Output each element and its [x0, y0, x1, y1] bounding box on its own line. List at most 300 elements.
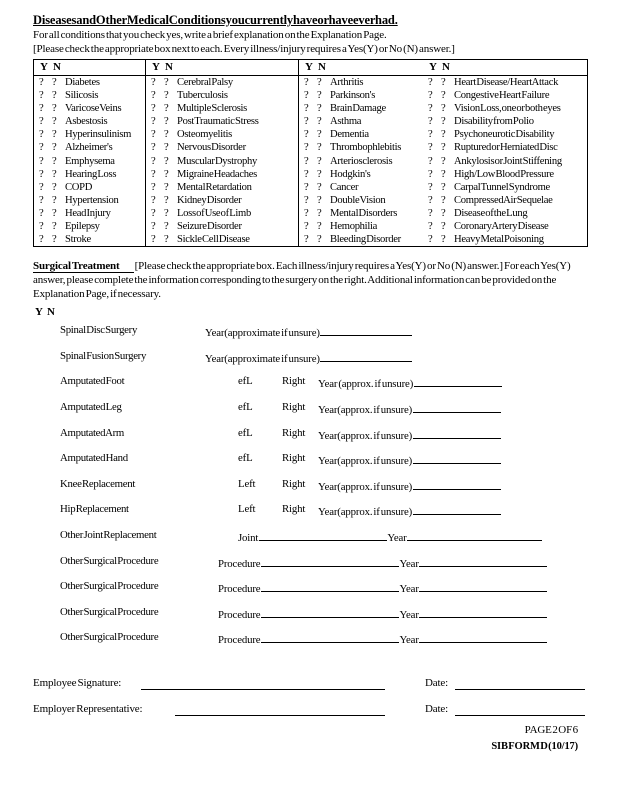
checkbox-yes[interactable]: ? [151, 77, 156, 88]
surgery-row [33, 500, 588, 526]
condition-label: Hemophilia [330, 221, 378, 233]
conditions-column-3-4 [299, 60, 587, 246]
checkbox-yes[interactable]: ? [428, 129, 433, 141]
checkbox-yes[interactable]: ? [304, 77, 309, 88]
condition-label: Thrombophlebitis [330, 142, 402, 154]
checkbox-yes[interactable]: ? [428, 103, 433, 115]
checkbox-yes[interactable]: ? [428, 90, 433, 102]
condition-row [299, 155, 423, 168]
surgery-name: Amputated Leg [60, 401, 122, 413]
checkbox-yes[interactable]: ? [304, 129, 309, 141]
checkbox-no[interactable]: ? [441, 168, 446, 180]
checkbox-no[interactable]: ? [441, 90, 446, 102]
checkbox-yes[interactable]: ? [39, 234, 44, 246]
condition-label: Arthritis [330, 77, 364, 88]
left-option[interactable]: efL [238, 375, 253, 388]
surgery-row [33, 372, 588, 398]
checkbox-no[interactable]: ? [164, 103, 169, 115]
conditions-column-1 [34, 60, 146, 246]
checkbox-no[interactable]: ? [441, 142, 446, 154]
checkbox-yes[interactable]: ? [39, 77, 44, 88]
condition-row [34, 141, 145, 154]
checkbox-no[interactable]: ? [164, 168, 169, 180]
condition-row [34, 233, 145, 246]
checkbox-no[interactable]: ? [317, 142, 322, 154]
year-label: Year(approx. if unsure) [318, 429, 414, 442]
condition-row [34, 128, 145, 141]
condition-row [34, 168, 145, 181]
condition-row [299, 76, 423, 89]
checkbox-no[interactable]: ? [164, 207, 169, 219]
condition-row [146, 220, 298, 233]
condition-row [423, 220, 587, 233]
checkbox-yes[interactable]: ? [428, 207, 433, 219]
checkbox-no[interactable]: ? [52, 103, 57, 115]
conditions-column-2 [146, 60, 299, 246]
employer-representative-label: Employer Representative: [33, 702, 143, 715]
checkbox-no[interactable]: ? [317, 181, 322, 193]
checkbox-yes[interactable]: ? [428, 77, 433, 88]
checkbox-yes[interactable]: ? [428, 116, 433, 128]
form-id: SIB FORM D (10/17) [491, 741, 578, 752]
checkbox-no[interactable]: ? [441, 194, 446, 206]
surgery-row [33, 577, 588, 603]
checkbox-yes[interactable]: ? [39, 181, 44, 193]
employer-representative-field[interactable] [175, 703, 385, 716]
condition-label: Muscular Dystrophy [177, 155, 257, 167]
condition-row [34, 155, 145, 168]
condition-label: Ankylosis or Joint Stiffening [454, 155, 562, 167]
surgery-row [33, 449, 588, 475]
condition-label: Stroke [65, 234, 91, 246]
checkbox-yes[interactable]: ? [39, 194, 44, 206]
employer-date-field[interactable] [455, 703, 585, 716]
checkbox-yes[interactable]: ? [304, 142, 309, 154]
signature-section [33, 674, 588, 726]
surgery-name: Spinal Disc Surgery [60, 324, 138, 337]
condition-label: Multiple Sclerosis [177, 103, 247, 115]
left-option[interactable]: efL [238, 401, 253, 413]
condition-row [423, 128, 587, 141]
surgery-name: Other Surgical Procedure [60, 605, 159, 618]
joint-field[interactable] [259, 529, 387, 541]
checkbox-yes[interactable]: ? [428, 168, 433, 180]
condition-row [146, 76, 298, 89]
checkbox-yes[interactable]: ? [39, 221, 44, 233]
condition-label: Brain Damage [330, 103, 386, 115]
condition-label: Double Vision [330, 194, 386, 206]
condition-label: Bleeding Disorder [330, 234, 401, 246]
right-option[interactable]: Right [282, 477, 306, 490]
checkbox-no[interactable]: ? [164, 116, 169, 128]
checkbox-no[interactable]: ? [441, 234, 446, 246]
procedure-field[interactable] [261, 555, 399, 567]
checkbox-no[interactable]: ? [317, 77, 322, 88]
checkbox-no[interactable]: ? [164, 221, 169, 233]
condition-row [423, 207, 587, 220]
condition-label: Nervous Disorder [177, 142, 246, 154]
condition-label: COPD [65, 181, 93, 193]
surgical-treatment-paragraph [33, 259, 587, 301]
year-field-group [318, 401, 501, 416]
condition-label: Migraine Headaches [177, 168, 257, 180]
condition-label: Hypertension [65, 194, 119, 206]
checkbox-no[interactable]: ? [317, 194, 322, 206]
year-label: Year(approx. if unsure) [318, 480, 414, 493]
checkbox-yes[interactable]: ? [151, 116, 156, 128]
checkbox-no[interactable]: ? [52, 194, 57, 206]
year-field-group [205, 350, 412, 365]
checkbox-yes[interactable]: ? [151, 103, 156, 115]
condition-row [423, 181, 587, 194]
checkbox-no[interactable]: ? [52, 207, 57, 219]
surgery-name: Spinal Fusion Surgery [60, 349, 147, 362]
procedure-label: Procedure [218, 608, 262, 621]
condition-row [299, 220, 423, 233]
condition-row [299, 89, 423, 102]
checkbox-no[interactable]: ? [52, 155, 57, 167]
right-option[interactable]: Right [282, 401, 306, 413]
year-label: Year(approximate if unsure) [205, 352, 320, 365]
checkbox-no[interactable]: ? [164, 142, 169, 154]
condition-label: Carpal Tunnel Syndrome [454, 181, 550, 193]
year-field[interactable] [419, 631, 547, 643]
date-label: Date: [425, 702, 449, 715]
checkbox-no[interactable]: ? [317, 221, 322, 233]
employee-date-field[interactable] [455, 677, 585, 690]
checkbox-no[interactable]: ? [317, 129, 322, 141]
condition-row [146, 102, 298, 115]
right-option[interactable]: Right [282, 426, 306, 439]
checkbox-no[interactable]: ? [164, 129, 169, 141]
condition-row [34, 76, 145, 89]
procedure-label: Procedure [218, 557, 262, 570]
checkbox-yes[interactable]: ? [151, 129, 156, 141]
procedure-label: Procedure [218, 634, 262, 647]
year-field[interactable] [413, 503, 501, 515]
surgery-row [33, 526, 588, 552]
checkbox-no[interactable]: ? [317, 168, 322, 180]
yn-header: Y N [146, 60, 298, 76]
condition-label: Asbestosis [65, 116, 108, 128]
year-label: Year [399, 634, 419, 647]
year-field-group [318, 478, 501, 493]
checkbox-yes[interactable]: ? [428, 155, 433, 167]
condition-label: Heavy Metal Poisoning [454, 234, 544, 246]
checkbox-no[interactable]: ? [317, 234, 322, 246]
year-label: Year [399, 583, 419, 596]
checkbox-yes[interactable]: ? [428, 234, 433, 246]
surgery-row [33, 603, 588, 629]
condition-row [146, 181, 298, 194]
condition-label: Disability from Polio [454, 116, 534, 128]
year-field-group [318, 452, 501, 467]
checkbox-yes[interactable]: ? [151, 142, 156, 154]
condition-label: Arteriosclerosis [330, 155, 393, 167]
condition-label: Cerebral Palsy [177, 77, 233, 88]
condition-label: High/Low Blood Pressure [454, 168, 554, 180]
surgery-name: Other Joint Replacement [60, 528, 157, 541]
condition-row [34, 194, 145, 207]
condition-label: Varicose Veins [65, 103, 122, 115]
checkbox-no[interactable]: ? [441, 221, 446, 233]
joint-field-group [238, 529, 542, 544]
condition-row [146, 194, 298, 207]
checkbox-no[interactable]: ? [52, 90, 57, 102]
condition-label: Asthma [330, 116, 362, 128]
checkbox-no[interactable]: ? [52, 129, 57, 141]
condition-label: Mental Disorders [330, 207, 398, 219]
checkbox-no[interactable]: ? [164, 234, 169, 246]
checkbox-yes[interactable]: ? [151, 155, 156, 167]
condition-label: Dementia [330, 129, 369, 141]
condition-label: Compressed Air Sequelae [454, 194, 553, 206]
year-field[interactable] [414, 375, 502, 387]
condition-row [299, 128, 423, 141]
condition-row [423, 233, 587, 246]
year-field[interactable] [407, 529, 542, 541]
year-label: Year(approx. if unsure) [318, 404, 414, 416]
surgery-name: Amputated Arm [60, 426, 124, 439]
checkbox-yes[interactable]: ? [304, 221, 309, 233]
condition-row [299, 181, 423, 194]
date-label: Date: [425, 676, 449, 689]
checkbox-no[interactable]: ? [441, 129, 446, 141]
year-field[interactable] [320, 324, 412, 336]
checkbox-no[interactable]: ? [52, 234, 57, 246]
year-field[interactable] [413, 452, 501, 464]
condition-label: Mental Retardation [177, 181, 252, 193]
condition-label: Heart Disease/Heart Attack [454, 77, 559, 88]
surgery-row [33, 552, 588, 578]
checkbox-yes[interactable]: ? [39, 116, 44, 128]
checkbox-no[interactable]: ? [317, 207, 322, 219]
checkbox-no[interactable]: ? [164, 77, 169, 88]
condition-label: Cancer [330, 181, 359, 193]
checkbox-yes[interactable]: ? [151, 194, 156, 206]
checkbox-yes[interactable]: ? [304, 90, 309, 102]
checkbox-no[interactable]: ? [164, 90, 169, 102]
condition-label: Kidney Disorder [177, 194, 242, 206]
condition-label: Ruptured or Herniated Disc [454, 142, 558, 154]
procedure-field-group [218, 555, 547, 570]
checkbox-yes[interactable]: ? [151, 207, 156, 219]
condition-row [34, 102, 145, 115]
condition-row [299, 194, 423, 207]
checkbox-yes[interactable]: ? [304, 207, 309, 219]
condition-label: Osteomyelitis [177, 129, 232, 141]
year-field-group [205, 324, 412, 339]
checkbox-yes[interactable]: ? [151, 181, 156, 193]
employee-signature-row [33, 674, 588, 700]
checkbox-no[interactable]: ? [52, 168, 57, 180]
checkbox-yes[interactable]: ? [304, 103, 309, 115]
condition-row [423, 115, 587, 128]
checkbox-yes[interactable]: ? [151, 90, 156, 102]
condition-row [34, 207, 145, 220]
left-option[interactable]: efL [238, 452, 253, 465]
procedure-field-group [218, 606, 547, 621]
year-field[interactable] [413, 478, 501, 490]
checkbox-yes[interactable]: ? [304, 181, 309, 193]
right-option[interactable]: Right [282, 452, 306, 465]
checkbox-no[interactable]: ? [52, 181, 57, 193]
checkbox-no[interactable]: ? [52, 116, 57, 128]
year-label: Year [387, 531, 407, 544]
checkbox-no[interactable]: ? [441, 103, 446, 115]
checkbox-no[interactable]: ? [441, 181, 446, 193]
surgery-row [33, 628, 588, 654]
right-option[interactable]: Right [282, 503, 306, 516]
condition-label: Hyperinsulinism [65, 129, 132, 141]
checkbox-yes[interactable]: ? [39, 142, 44, 154]
condition-row [146, 233, 298, 246]
surgery-row [33, 475, 588, 501]
procedure-field-group [218, 631, 547, 646]
checkbox-yes[interactable]: ? [151, 221, 156, 233]
checkbox-no[interactable]: ? [317, 90, 322, 102]
condition-row [423, 155, 587, 168]
employee-signature-label: Employee Signature: [33, 676, 122, 689]
condition-row [299, 207, 423, 220]
left-option[interactable]: Left [238, 503, 256, 516]
condition-row [146, 168, 298, 181]
checkbox-no[interactable]: ? [441, 116, 446, 128]
checkbox-yes[interactable]: ? [39, 103, 44, 115]
surgery-name: Other Surgical Procedure [60, 631, 159, 644]
condition-label: Tuberculosis [177, 90, 228, 102]
condition-label: Psychoneurotic Disability [454, 129, 555, 141]
checkbox-yes[interactable]: ? [151, 234, 156, 246]
condition-label: Head Injury [65, 207, 111, 219]
surgical-treatment-heading: Surgical Treatment [33, 260, 134, 273]
instructions-line-1: For all conditions that you check yes, write a brief explanation on the Explanation Page. [33, 29, 387, 41]
condition-label: Parkinson's [330, 90, 376, 102]
condition-row [34, 115, 145, 128]
condition-row [146, 115, 298, 128]
left-option[interactable]: efL [238, 426, 253, 439]
year-field[interactable] [419, 555, 547, 567]
procedure-field-group [218, 580, 547, 595]
condition-row [299, 141, 423, 154]
year-label: Year [399, 608, 419, 621]
condition-row [34, 220, 145, 233]
condition-label: Hearing Loss [65, 168, 117, 180]
checkbox-yes[interactable]: ? [151, 168, 156, 180]
condition-row [423, 76, 587, 89]
checkbox-no[interactable]: ? [317, 116, 322, 128]
checkbox-yes[interactable]: ? [39, 168, 44, 180]
checkbox-no[interactable]: ? [164, 155, 169, 167]
surgery-name: Other Surgical Procedure [60, 580, 159, 593]
condition-label: Diabetes [65, 77, 100, 88]
checkbox-no[interactable]: ? [52, 77, 57, 88]
surgery-row [33, 398, 588, 424]
surgery-row [33, 321, 588, 347]
condition-label: Post Traumatic Stress [177, 116, 259, 128]
checkbox-no[interactable]: ? [317, 103, 322, 115]
procedure-field[interactable] [261, 580, 399, 592]
employer-representative-row [33, 700, 588, 726]
checkbox-yes[interactable]: ? [304, 234, 309, 246]
yn-header: Y N [423, 60, 587, 76]
checkbox-no[interactable]: ? [441, 207, 446, 219]
condition-row [146, 141, 298, 154]
checkbox-no[interactable]: ? [52, 221, 57, 233]
surgery-row [33, 424, 588, 450]
procedure-field[interactable] [261, 606, 399, 618]
checkbox-yes[interactable]: ? [304, 194, 309, 206]
year-field-group [318, 375, 502, 390]
year-field-group [318, 427, 501, 442]
condition-label: Emphysema [65, 155, 115, 167]
checkbox-no[interactable]: ? [317, 155, 322, 167]
checkbox-yes[interactable]: ? [39, 207, 44, 219]
checkbox-yes[interactable]: ? [304, 116, 309, 128]
year-field[interactable] [419, 580, 547, 592]
year-field[interactable] [413, 427, 501, 439]
checkbox-yes[interactable]: ? [428, 181, 433, 193]
yn-header: Y N [299, 60, 423, 76]
year-field[interactable] [320, 350, 412, 362]
checkbox-yes[interactable]: ? [428, 142, 433, 154]
left-option[interactable]: Left [238, 477, 256, 490]
condition-label: Disease of the Lung [454, 207, 528, 219]
year-label: Year(approximate if unsure) [205, 327, 320, 340]
surgery-name: Amputated Foot [60, 375, 125, 388]
right-option[interactable]: Right [282, 375, 306, 388]
surgery-name: Hip Replacement [60, 503, 129, 516]
condition-label: Loss of Use of Limb [177, 207, 251, 219]
checkbox-yes[interactable]: ? [428, 194, 433, 206]
condition-row [299, 102, 423, 115]
condition-row [423, 168, 587, 181]
employee-signature-field[interactable] [141, 677, 385, 690]
surgery-name: Amputated Hand [60, 452, 128, 465]
year-field[interactable] [419, 606, 547, 618]
condition-row [299, 233, 423, 246]
checkbox-yes[interactable]: ? [304, 155, 309, 167]
year-field[interactable] [413, 401, 501, 413]
checkbox-yes[interactable]: ? [428, 221, 433, 233]
conditions-column-3 [299, 60, 423, 246]
page-number: PAGE 2 OF 6 [524, 724, 578, 736]
instructions-line-2: [Please check the appropriate box next to each. Every illness/injury requires a Yes(Y) or No (N) answer.] [33, 43, 455, 55]
surgical-rows [33, 321, 588, 654]
checkbox-yes[interactable]: ? [39, 155, 44, 167]
checkbox-no[interactable]: ? [164, 181, 169, 193]
surgery-name: Knee Replacement [60, 477, 136, 490]
checkbox-yes[interactable]: ? [39, 129, 44, 141]
condition-label: Silicosis [65, 90, 99, 102]
checkbox-no[interactable]: ? [164, 194, 169, 206]
checkbox-no[interactable]: ? [441, 155, 446, 167]
surgical-instructions: [Please check the appropriate box. Each illness/injury requires a Yes(Y) or No (N) answer.] For each Yes(Y) answer, please complete the information corresponding to the surgery on the right. Additional information can be provided on the Explanation Page, if necessary. [33, 260, 571, 301]
condition-label: Vision Loss, one or both eyes [454, 103, 561, 115]
page-footer [491, 724, 578, 752]
checkbox-no[interactable]: ? [441, 77, 446, 88]
year-field-group [318, 503, 501, 518]
procedure-field[interactable] [261, 631, 399, 643]
checkbox-yes[interactable]: ? [39, 90, 44, 102]
yn-header: Y N [34, 60, 145, 76]
year-label: Year [399, 557, 419, 570]
checkbox-no[interactable]: ? [52, 142, 57, 154]
page-title: Diseases and Other Medical Conditions you currently have or have ever had. [33, 13, 398, 27]
condition-label: Alzheimer's [65, 142, 113, 154]
checkbox-yes[interactable]: ? [304, 168, 309, 180]
procedure-label: Procedure [218, 583, 262, 596]
